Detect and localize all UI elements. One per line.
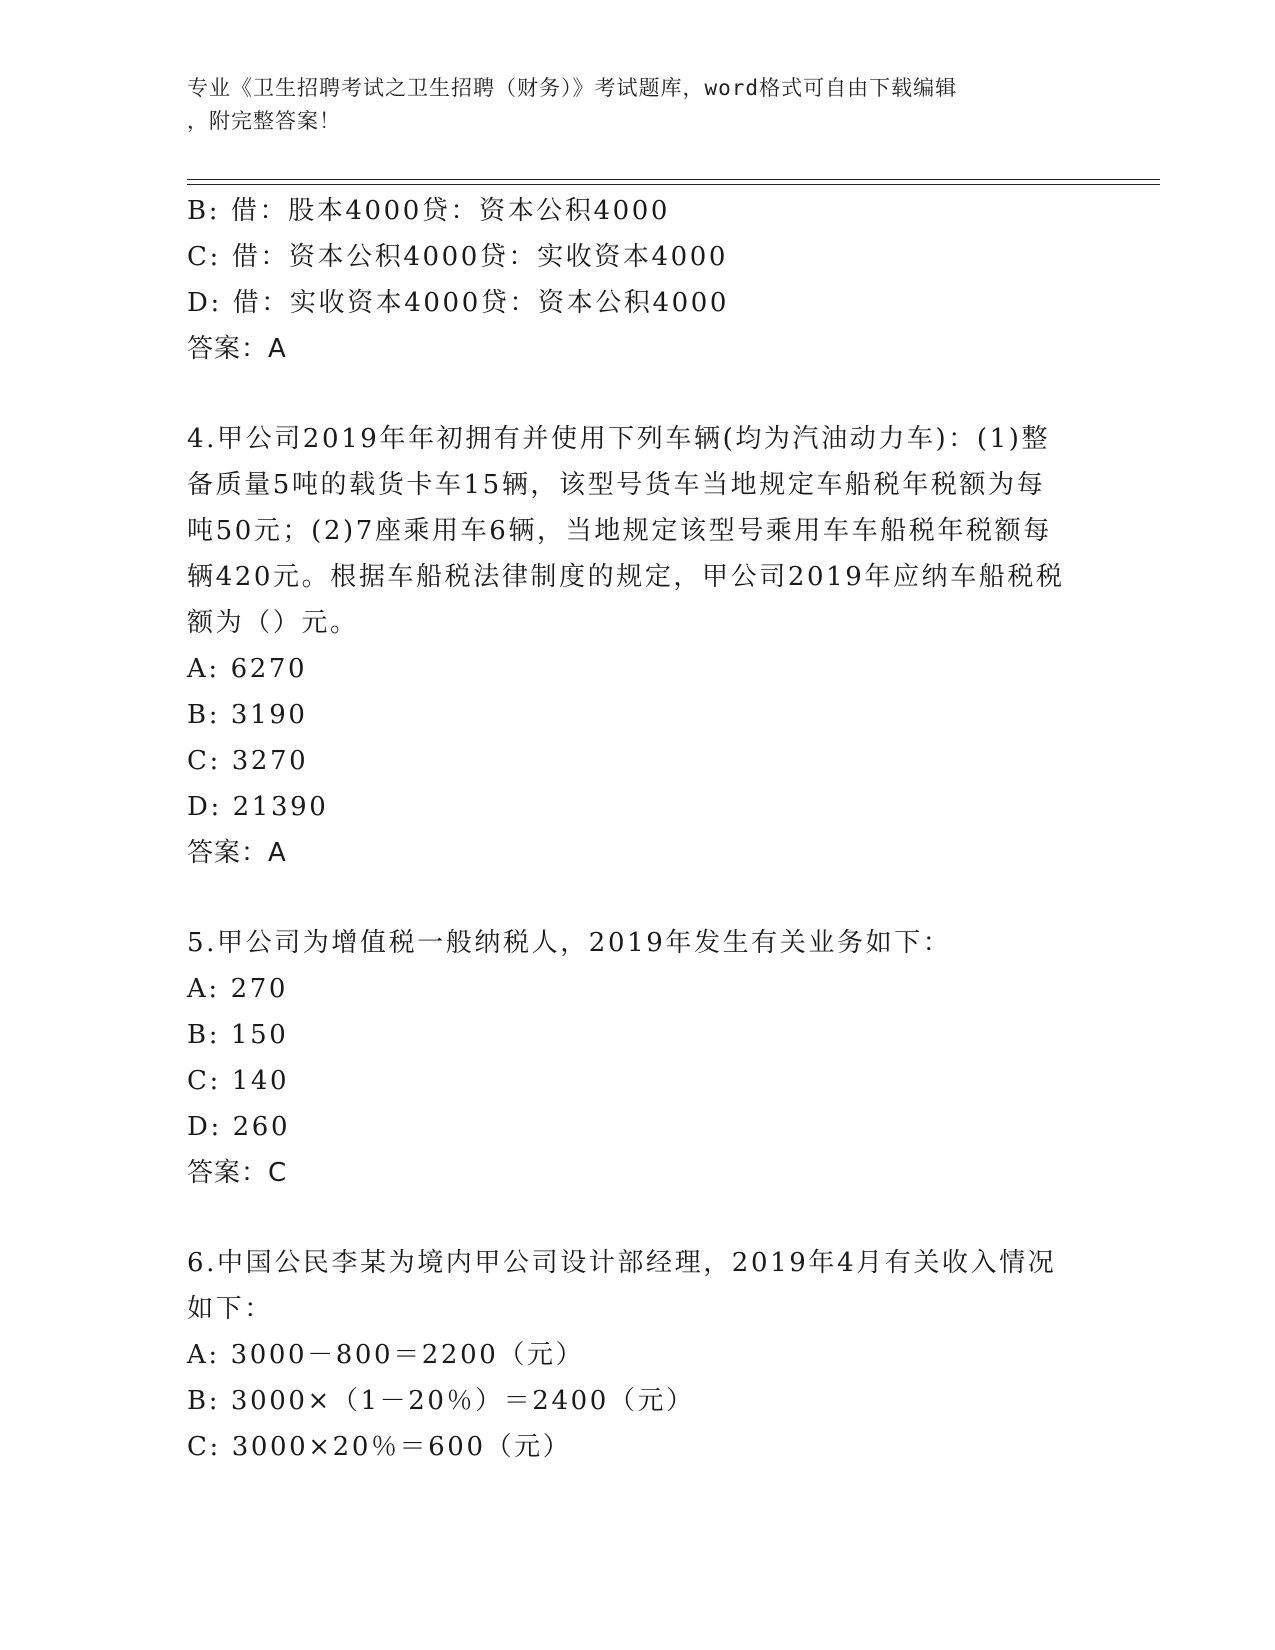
question-4: [187, 416, 1107, 876]
question-text-line: 额为（）元。: [187, 608, 359, 638]
question-text-line: 吨50元；(2)7座乘用车6辆，当地规定该型号乘用车车船税年税额每: [187, 516, 1052, 546]
option-b: B: 借：股本4000贷：资本公积4000: [187, 196, 671, 226]
option-c: C: 140: [187, 1066, 290, 1096]
option-d: D: 21390: [187, 792, 329, 822]
answer: 答案：C: [187, 1158, 288, 1188]
question-5: [187, 920, 1107, 1196]
header-rule-bottom: [187, 184, 1160, 185]
question-text-line: 6.中国公民李某为境内甲公司设计部经理，2019年4月有关收入情况: [187, 1248, 1057, 1278]
question-3: [187, 188, 1107, 372]
document-header: [187, 72, 1087, 138]
question-text-line: 如下：: [187, 1294, 273, 1324]
header-line-2: ，附完整答案！: [187, 109, 341, 133]
option-c: C: 3000×20％＝600（元）: [187, 1432, 572, 1462]
option-a: A: 270: [187, 974, 289, 1004]
option-b: B: 150: [187, 1020, 289, 1050]
answer: 答案：A: [187, 838, 287, 868]
question-text-line: 备质量5吨的载货卡车15辆，该型号货车当地规定车船税年税额为每: [187, 470, 1046, 500]
option-c: C: 3270: [187, 746, 309, 776]
header-line-1: 专业《卫生招聘考试之卫生招聘（财务）》考试题库，word格式可自由下载编辑: [187, 76, 958, 100]
option-c: C: 借：资本公积4000贷：实收资本4000: [187, 242, 729, 272]
header-rule-top: [187, 179, 1160, 180]
question-text-line: 辆420元。根据车船税法律制度的规定，甲公司2019年应纳车船税税: [187, 562, 1065, 592]
question-6: [187, 1240, 1107, 1470]
option-a: A: 3000－800＝2200（元）: [187, 1340, 585, 1370]
answer: 答案：A: [187, 334, 287, 364]
option-d: D: 260: [187, 1112, 291, 1142]
option-a: A: 6270: [187, 654, 308, 684]
option-b: B: 3190: [187, 700, 308, 730]
option-d: D: 借：实收资本4000贷：资本公积4000: [187, 288, 730, 318]
question-text-line: 4.甲公司2019年年初拥有并使用下列车辆(均为汽油动力车)：(1)整: [187, 424, 1051, 454]
option-b: B: 3000×（1－20％）＝2400（元）: [187, 1386, 695, 1416]
question-list: [187, 188, 1107, 1470]
question-text-line: 5.甲公司为增值税一般纳税人，2019年发生有关业务如下：: [187, 928, 952, 958]
